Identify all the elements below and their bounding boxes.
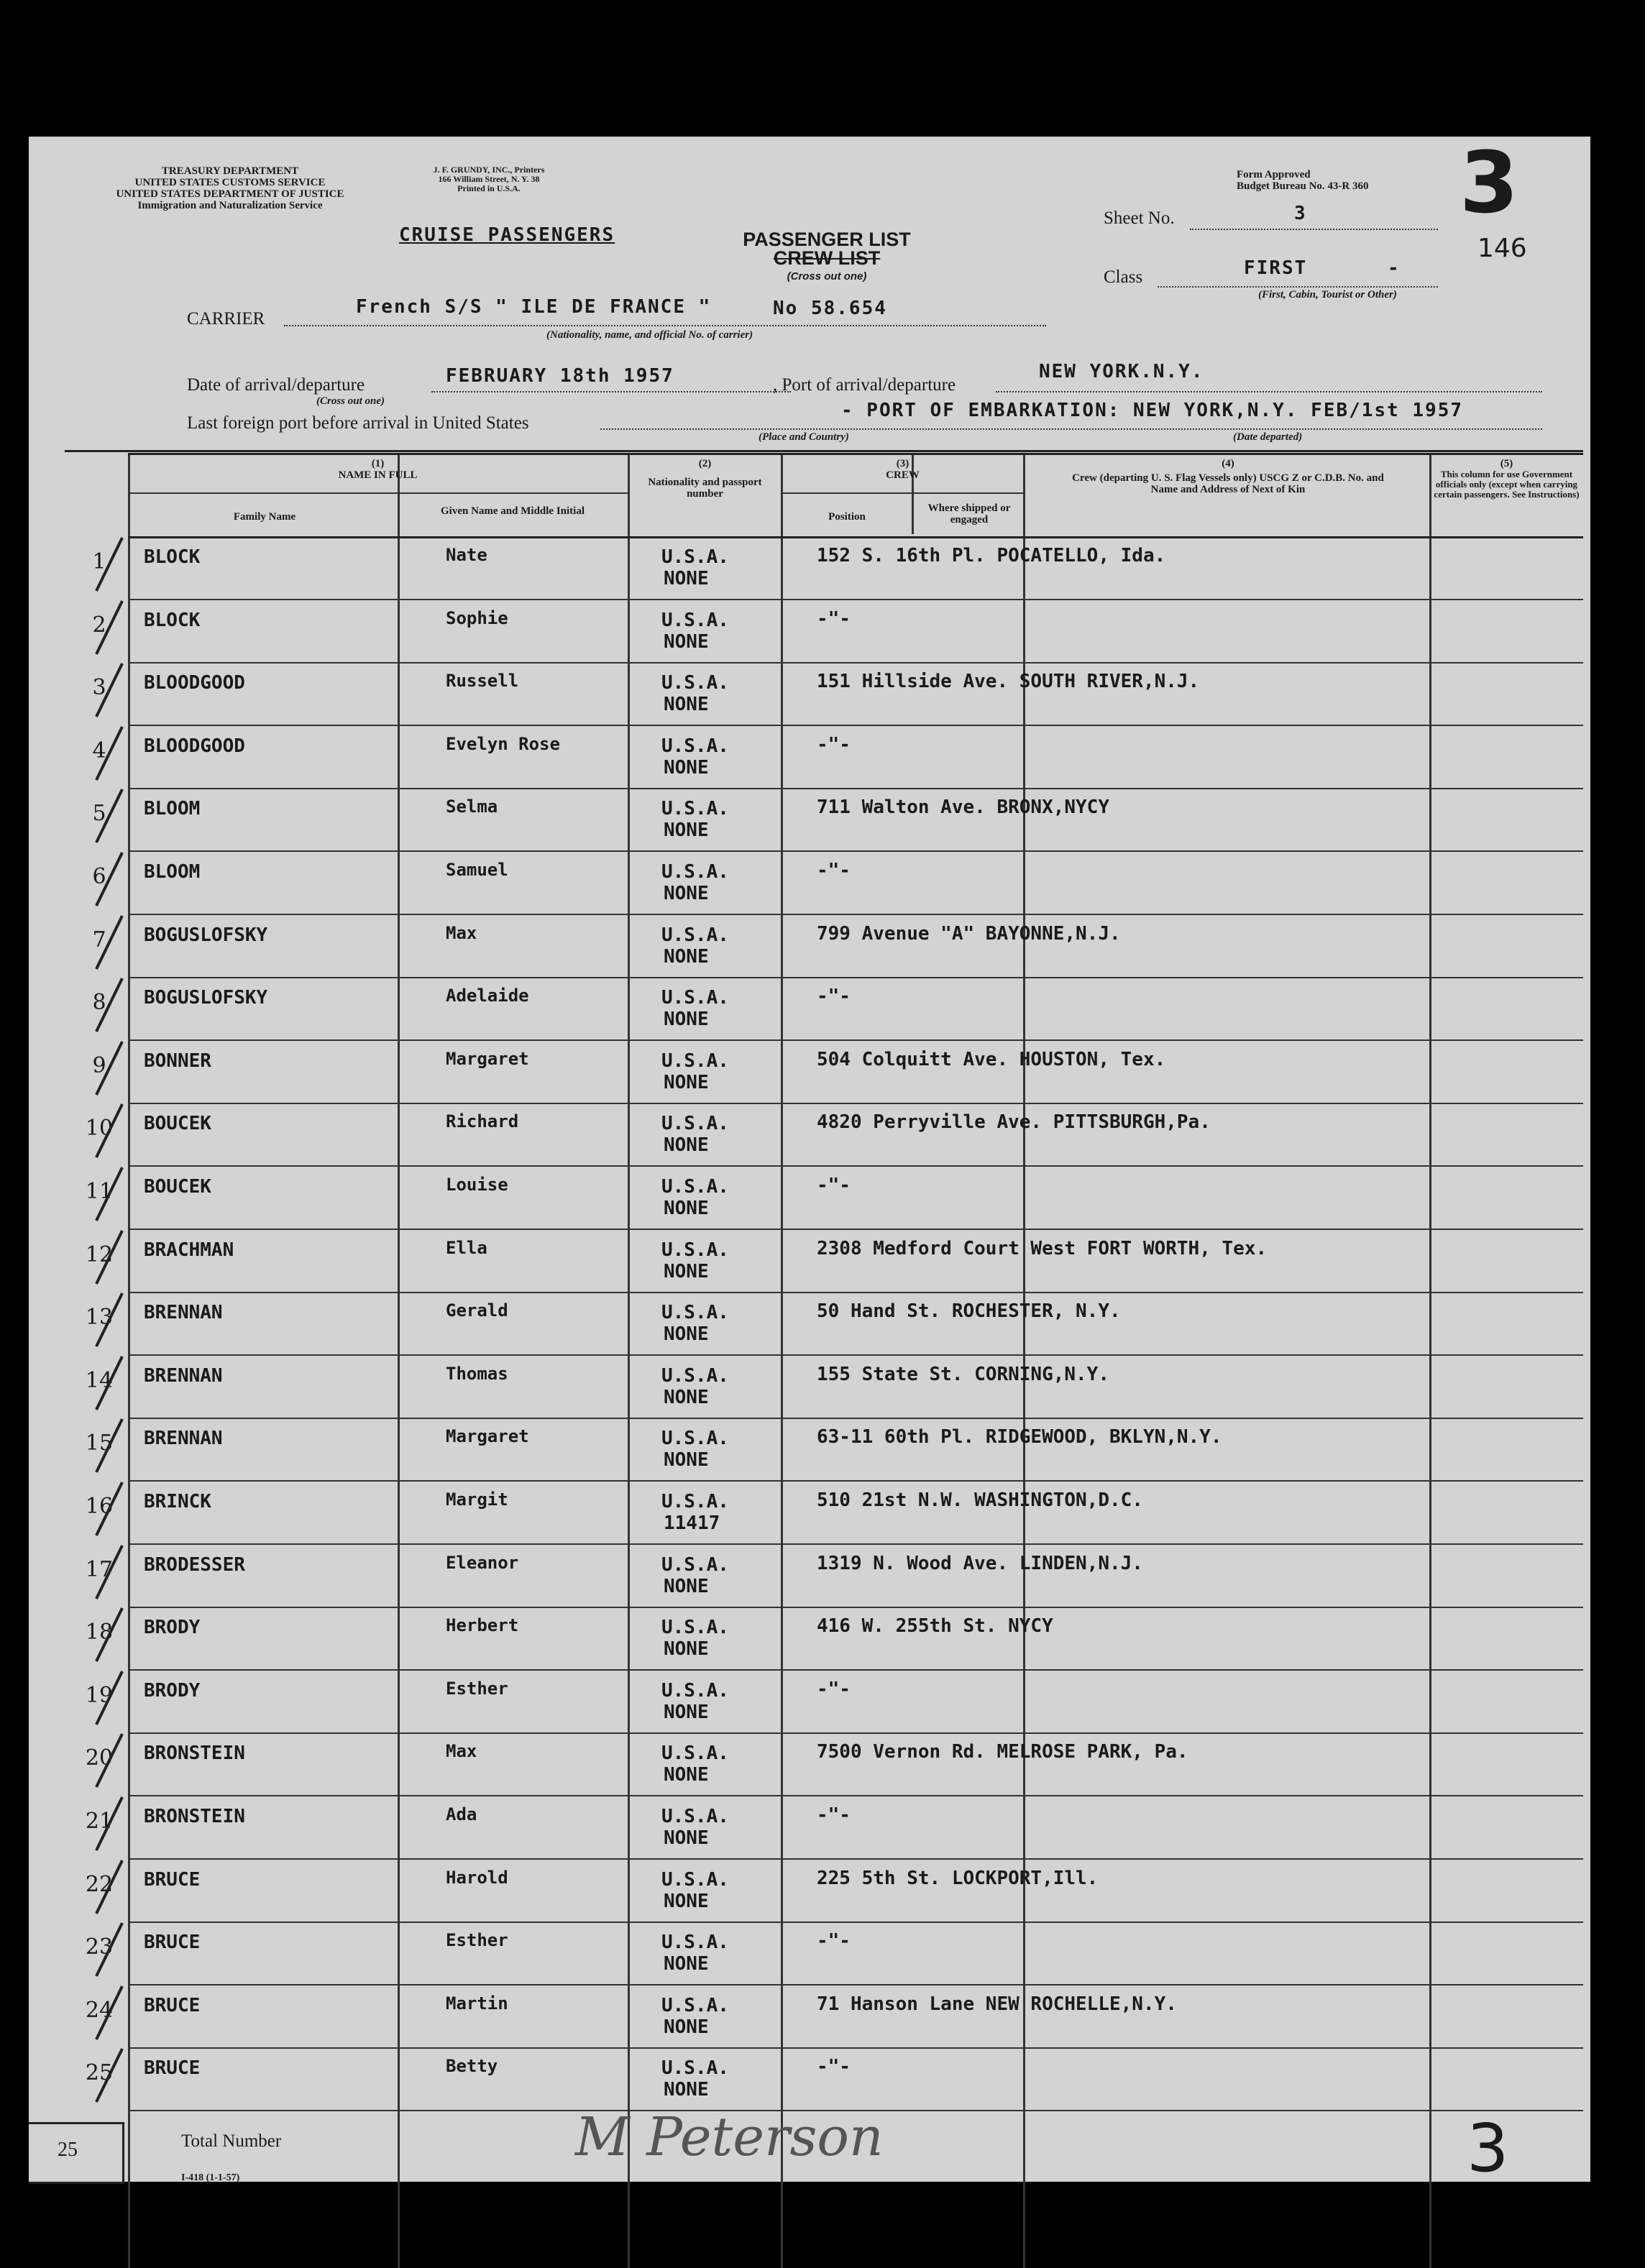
- home-address: 71 Hanson Lane NEW ROCHELLE,N.Y.: [817, 1993, 1177, 2015]
- table-row: [85, 1229, 1583, 1293]
- home-address: 4820 Perryville Ave. PITTSBURGH,Pa.: [817, 1111, 1211, 1134]
- last-port-label: Last foreign port before arrival in United States: [187, 413, 529, 433]
- check-mark-icon: [91, 659, 127, 722]
- row-number: 17: [85, 1556, 114, 1582]
- corner-mark: 3: [1467, 2110, 1509, 2187]
- table-row: [85, 1796, 1583, 1860]
- last-port-line: [600, 428, 1542, 430]
- table-row: [92, 788, 1583, 852]
- home-address: -"-: [817, 1930, 851, 1952]
- home-address: 711 Walton Ave. BRONX,NYCY: [817, 796, 1109, 819]
- check-mark-icon: [91, 1163, 127, 1226]
- given-name: Ella: [446, 1237, 487, 1258]
- given-name: Margaret: [446, 1426, 529, 1447]
- table-row: [85, 1292, 1583, 1356]
- home-address: 799 Avenue "A" BAYONNE,N.J.: [817, 922, 1121, 945]
- given-name: Samuel: [446, 860, 508, 880]
- sheet-line: [1190, 229, 1438, 230]
- top-rule: [65, 450, 1583, 452]
- given-name: Gerald: [446, 1300, 508, 1321]
- given-name: Herbert: [446, 1615, 519, 1636]
- row-number: 23: [85, 1934, 114, 1960]
- row-number: 21: [85, 1809, 114, 1834]
- passport-number: NONE: [664, 1827, 709, 1849]
- row-number: 11: [85, 1179, 114, 1204]
- nationality: U.S.A.: [661, 1743, 729, 1765]
- home-address: 7500 Vernon Rd. MELROSE PARK, Pa.: [817, 1741, 1188, 1763]
- row-number: 1: [92, 549, 106, 574]
- table-row: [85, 1103, 1583, 1167]
- home-address: 510 21st N.W. WASHINGTON,D.C.: [817, 1489, 1143, 1511]
- check-mark-icon: [91, 1919, 127, 1982]
- home-address: 225 5th St. LOCKPORT,Ill.: [817, 1867, 1099, 1889]
- row-number: 20: [85, 1745, 114, 1771]
- family-name: BLOOM: [144, 798, 201, 820]
- row-number: 8: [92, 990, 106, 1016]
- given-name: Esther: [446, 1930, 508, 1951]
- family-name: BOUCEK: [144, 1176, 211, 1198]
- check-mark-icon: [91, 722, 127, 786]
- table-row: [85, 1544, 1583, 1608]
- nationality: U.S.A.: [661, 1868, 729, 1891]
- row-number: 3: [92, 675, 106, 701]
- col1-title: NAME IN FULL: [338, 469, 418, 481]
- nationality: U.S.A.: [661, 987, 729, 1009]
- passport-number: NONE: [664, 694, 709, 716]
- home-address: 416 W. 255th St. NYCY: [817, 1615, 1053, 1638]
- col2-number: (2): [698, 458, 712, 469]
- family-name: BRODESSER: [144, 1553, 245, 1576]
- family-name: BRACHMAN: [144, 1239, 234, 1261]
- table-row: [85, 1859, 1583, 1923]
- home-address: 155 State St. CORNING,N.Y.: [817, 1363, 1109, 1385]
- budget-bureau-text: Budget Bureau No. 43-R 360: [1237, 180, 1369, 192]
- passport-number: NONE: [664, 1323, 709, 1346]
- row-number: 5: [92, 801, 106, 827]
- printer-line-3: Printed in U.S.A.: [457, 183, 521, 193]
- nationality: U.S.A.: [661, 798, 729, 820]
- port-label: , Port of arrival/departure: [773, 375, 956, 395]
- passport-number: NONE: [664, 1764, 709, 1786]
- family-name: BOUCEK: [144, 1113, 211, 1135]
- passport-number: NONE: [664, 945, 709, 968]
- nationality: U.S.A.: [661, 1491, 729, 1512]
- given-name: Eleanor: [446, 1552, 519, 1573]
- printer-line-2: 166 William Street, N. Y. 38: [438, 174, 540, 184]
- home-address: -"-: [817, 860, 851, 881]
- carrier-value: French S/S " ILE DE FRANCE ": [356, 296, 712, 318]
- home-address: -"-: [817, 1175, 851, 1196]
- passport-number: NONE: [664, 1953, 709, 1975]
- row-number: 13: [85, 1305, 114, 1331]
- passport-number: NONE: [664, 2079, 709, 2101]
- family-name: BLOCK: [144, 546, 201, 568]
- family-name: BRENNAN: [144, 1302, 223, 1324]
- table-row: [85, 1607, 1583, 1671]
- sheet-label: Sheet No.: [1104, 208, 1175, 228]
- sheet-big-number: 3: [1460, 133, 1519, 232]
- given-name: Evelyn Rose: [446, 733, 560, 754]
- family-name: BRUCE: [144, 1868, 201, 1891]
- given-name: Ada: [446, 1804, 477, 1824]
- port-line: [996, 391, 1542, 392]
- family-name: BLOODGOOD: [144, 672, 245, 694]
- check-mark-icon: [91, 1415, 127, 1478]
- check-mark-icon: [91, 1037, 127, 1101]
- row-number: 22: [85, 1871, 114, 1897]
- table-row: [85, 2047, 1583, 2111]
- check-mark-icon: [91, 1793, 127, 1856]
- family-name: BLOCK: [144, 609, 201, 631]
- date-value: FEBRUARY 18th 1957: [446, 365, 674, 387]
- form-code: I-418 (1-1-57): [181, 2172, 240, 2183]
- form-approved-text: Form Approved: [1237, 169, 1311, 180]
- table-row: [85, 1670, 1583, 1734]
- table-row: [85, 1418, 1583, 1482]
- nationality: U.S.A.: [661, 1302, 729, 1324]
- given-name: Louise: [446, 1175, 508, 1195]
- position-header: Position: [828, 511, 866, 523]
- table-row: [92, 851, 1583, 915]
- row-number: 4: [92, 738, 106, 763]
- agency-line-1: TREASURY DEPARTMENT: [161, 165, 299, 177]
- family-name: BONNER: [144, 1050, 211, 1072]
- table-row: [92, 536, 1583, 600]
- family-name: BOGUSLOFSKY: [144, 924, 268, 946]
- passport-number: NONE: [664, 1575, 709, 1597]
- check-mark-icon: [91, 912, 127, 975]
- home-address: 504 Colquitt Ave. HOUSTON, Tex.: [817, 1048, 1166, 1070]
- col5-header: [1433, 458, 1580, 500]
- table-row: [92, 1040, 1583, 1104]
- given-name: Selma: [446, 796, 498, 817]
- check-mark-icon: [91, 785, 127, 848]
- carrier-line: [284, 325, 1046, 326]
- col3-header: [782, 458, 1023, 481]
- row-number: 6: [92, 864, 106, 889]
- check-mark-icon: [91, 597, 127, 660]
- table-row: [85, 1481, 1583, 1545]
- family-name: BRENNAN: [144, 1364, 223, 1387]
- table-row: [85, 1985, 1583, 2049]
- row-number: 25: [85, 2060, 114, 2086]
- family-name: BRENNAN: [144, 1428, 223, 1450]
- nationality: U.S.A.: [661, 1428, 729, 1450]
- nationality: U.S.A.: [661, 1364, 729, 1387]
- nationality: U.S.A.: [661, 1617, 729, 1639]
- passport-number: NONE: [664, 1890, 709, 1912]
- total-box: [29, 2122, 124, 2184]
- check-mark-icon: [91, 1352, 127, 1415]
- class-note: (First, Cabin, Tourist or Other): [1258, 289, 1397, 300]
- check-mark-icon: [91, 1982, 127, 2045]
- col2-header: [631, 458, 779, 500]
- shipped-header: Where shipped or engaged: [927, 502, 1011, 525]
- check-mark-icon: [91, 533, 127, 597]
- form-approved: [1237, 169, 1369, 192]
- check-mark-icon: [91, 1100, 127, 1163]
- agency-line-2: UNITED STATES CUSTOMS SERVICE: [134, 177, 326, 188]
- agency-block: [61, 165, 399, 211]
- passport-number: NONE: [664, 1701, 709, 1723]
- col1-header: [128, 458, 628, 481]
- passport-number: 11417: [664, 1512, 720, 1534]
- given-name: Max: [446, 922, 477, 943]
- class-dash: -: [1388, 257, 1401, 279]
- class-line: [1158, 286, 1438, 288]
- nationality: U.S.A.: [661, 546, 729, 568]
- table-row: [85, 1922, 1583, 1985]
- row-number: 10: [85, 1116, 114, 1142]
- home-address: 152 S. 16th Pl. POCATELLO, Ida.: [817, 545, 1166, 566]
- home-address: -"-: [817, 607, 851, 630]
- row-number: 16: [85, 1494, 114, 1519]
- port-value: NEW YORK.N.Y.: [1039, 361, 1204, 382]
- cross-out-note: (Cross out one): [787, 270, 867, 283]
- family-name: BRODY: [144, 1679, 201, 1702]
- agency-line-3: UNITED STATES DEPARTMENT OF JUSTICE: [116, 188, 344, 200]
- home-address: 50 Hand St. ROCHESTER, N.Y.: [817, 1300, 1121, 1323]
- nationality: U.S.A.: [661, 1113, 729, 1135]
- given-name-header: Given Name and Middle Initial: [440, 505, 585, 517]
- last-port-value: - PORT OF EMBARKATION: NEW YORK,N.Y. FEB/1st 1957: [841, 400, 1464, 421]
- home-address: -"-: [817, 1804, 851, 1826]
- home-address: 63-11 60th Pl. RIDGEWOOD, BKLYN,N.Y.: [817, 1426, 1222, 1449]
- col4-number: (4): [1222, 458, 1234, 469]
- row-number: 2: [92, 612, 106, 638]
- total-value: 25: [58, 2139, 78, 2161]
- family-name: BRODY: [144, 1617, 201, 1639]
- family-name: BOGUSLOFSKY: [144, 987, 268, 1009]
- family-name: BLOOM: [144, 861, 201, 883]
- given-name: Richard: [446, 1111, 519, 1132]
- passport-number: NONE: [664, 756, 709, 779]
- nationality: U.S.A.: [661, 735, 729, 757]
- check-mark-icon: [91, 1856, 127, 1919]
- passport-number: NONE: [664, 1449, 709, 1472]
- table-row: [92, 600, 1583, 664]
- nationality: U.S.A.: [661, 1553, 729, 1576]
- carrier-label: CARRIER: [187, 309, 265, 329]
- row-number: 19: [85, 1682, 114, 1708]
- date-label: Date of arrival/departure: [187, 375, 365, 395]
- cruise-passengers-label: CRUISE PASSENGERS: [399, 224, 615, 246]
- nationality: U.S.A.: [661, 672, 729, 694]
- check-mark-icon: [91, 1289, 127, 1352]
- passport-number: NONE: [664, 883, 709, 904]
- carrier-number: No 58.654: [773, 298, 887, 319]
- row-number: 14: [85, 1367, 114, 1393]
- home-address: 2308 Medford Court West FORT WORTH, Tex.: [817, 1237, 1268, 1259]
- home-address: -"-: [817, 733, 851, 756]
- family-name: BRUCE: [144, 1932, 201, 1954]
- passport-number: NONE: [664, 1386, 709, 1408]
- family-name: BRUCE: [144, 2057, 201, 2080]
- row-number: 7: [92, 927, 106, 952]
- passport-number: NONE: [664, 1071, 709, 1093]
- nationality: U.S.A.: [661, 861, 729, 883]
- home-address: 151 Hillside Ave. SOUTH RIVER,N.J.: [817, 671, 1200, 693]
- passport-number: NONE: [664, 1009, 709, 1031]
- sheet-value: 3: [1294, 203, 1307, 224]
- check-mark-icon: [91, 1226, 127, 1290]
- row-number: 15: [85, 1431, 114, 1456]
- passport-number: NONE: [664, 568, 709, 589]
- passport-number: NONE: [664, 2016, 709, 2038]
- nationality: U.S.A.: [661, 1806, 729, 1827]
- date-line: [431, 391, 791, 392]
- signature: M Peterson: [575, 2106, 884, 2168]
- passport-number: NONE: [664, 630, 709, 653]
- passenger-list-sheet: [29, 133, 1590, 2187]
- given-name: Thomas: [446, 1363, 508, 1384]
- passport-number: NONE: [664, 1198, 709, 1219]
- given-name: Margit: [446, 1489, 508, 1510]
- check-mark-icon: [91, 1604, 127, 1667]
- col1-number: (1): [371, 458, 385, 469]
- col4-header: [1034, 458, 1422, 495]
- crew-list-title: CREW LIST: [773, 247, 881, 269]
- check-mark-icon: [91, 1667, 127, 1730]
- given-name: Russell: [446, 671, 519, 692]
- family-name: BLOODGOOD: [144, 735, 245, 757]
- check-mark-icon: [91, 1730, 127, 1793]
- nationality: U.S.A.: [661, 1239, 729, 1261]
- row-number: 9: [92, 1052, 106, 1078]
- family-name: BRUCE: [144, 1994, 201, 2016]
- given-name: Nate: [446, 545, 487, 565]
- passport-number: NONE: [664, 1260, 709, 1282]
- list-title: [741, 230, 913, 286]
- nationality: U.S.A.: [661, 924, 729, 946]
- row-number: 12: [85, 1241, 114, 1267]
- family-name: BRONSTEIN: [144, 1806, 245, 1827]
- table-row: [92, 977, 1583, 1041]
- total-label: Total Number: [181, 2131, 282, 2151]
- table-row: [85, 1355, 1583, 1419]
- passport-number: NONE: [664, 819, 709, 842]
- printer-line-1: J. F. GRUNDY, INC., Printers: [433, 165, 545, 175]
- handwritten-page-number: 146: [1477, 234, 1527, 263]
- given-name: Margaret: [446, 1048, 529, 1069]
- row-number: 24: [85, 1997, 114, 2023]
- col4-title: Crew (departing U. S. Flag Vessels only) USCG Z or C.D.B. No. and Name and Address of Next of Kin: [1072, 472, 1384, 495]
- table-row: [85, 1732, 1583, 1796]
- family-name: BRINCK: [144, 1491, 211, 1512]
- nationality: U.S.A.: [661, 609, 729, 631]
- given-name: Betty: [446, 2056, 498, 2077]
- date-cross-note: (Cross out one): [316, 395, 385, 407]
- col3-number: (3): [896, 458, 909, 469]
- nationality: U.S.A.: [661, 1050, 729, 1072]
- printer-block: [403, 165, 575, 193]
- carrier-note: (Nationality, name, and official No. of carrier): [546, 329, 753, 341]
- passport-number: NONE: [664, 1638, 709, 1661]
- nationality: U.S.A.: [661, 1994, 729, 2016]
- table-row: [92, 725, 1583, 789]
- col5-title: This column for use Government officials only (except when carrying certain passengers. See Instructions): [1434, 469, 1580, 500]
- col3-subrule: [781, 492, 1023, 494]
- table-header: [128, 453, 1583, 538]
- nationality: U.S.A.: [661, 1176, 729, 1198]
- check-mark-icon: [91, 1478, 127, 1541]
- passenger-list-title: PASSENGER LIST: [743, 229, 911, 250]
- agency-line-4: Immigration and Naturalization Service: [137, 200, 323, 211]
- table-row: [92, 914, 1583, 978]
- class-label: Class: [1104, 267, 1143, 287]
- place-note: (Place and Country): [759, 431, 849, 443]
- table-row: [92, 662, 1583, 726]
- given-name: Harold: [446, 1867, 508, 1888]
- home-address: 1319 N. Wood Ave. LINDEN,N.J.: [817, 1552, 1143, 1574]
- given-name: Sophie: [446, 607, 508, 628]
- passport-number: NONE: [664, 1134, 709, 1157]
- col5-number: (5): [1500, 458, 1513, 469]
- nationality: U.S.A.: [661, 2057, 729, 2080]
- family-name-header: Family Name: [233, 511, 296, 523]
- given-name: Martin: [446, 1993, 508, 2014]
- check-mark-icon: [91, 1541, 127, 1604]
- date-departed-note: (Date departed): [1233, 431, 1303, 443]
- given-name: Esther: [446, 1678, 508, 1699]
- home-address: -"-: [817, 986, 851, 1008]
- col2-title: Nationality and passport number: [648, 477, 762, 500]
- col1-subrule: [128, 492, 628, 494]
- check-mark-icon: [91, 2044, 127, 2108]
- given-name: Max: [446, 1741, 477, 1762]
- nationality: U.S.A.: [661, 1679, 729, 1702]
- given-name: Adelaide: [446, 986, 529, 1006]
- nationality: U.S.A.: [661, 1932, 729, 1954]
- col3-title: CREW: [886, 469, 920, 481]
- check-mark-icon: [91, 974, 127, 1037]
- class-value: FIRST: [1244, 257, 1308, 279]
- family-name: BRONSTEIN: [144, 1743, 245, 1765]
- table-row: [85, 1166, 1583, 1230]
- row-number: 18: [85, 1620, 114, 1645]
- home-address: -"-: [817, 1678, 851, 1700]
- check-mark-icon: [91, 848, 127, 912]
- home-address: -"-: [817, 2056, 851, 2078]
